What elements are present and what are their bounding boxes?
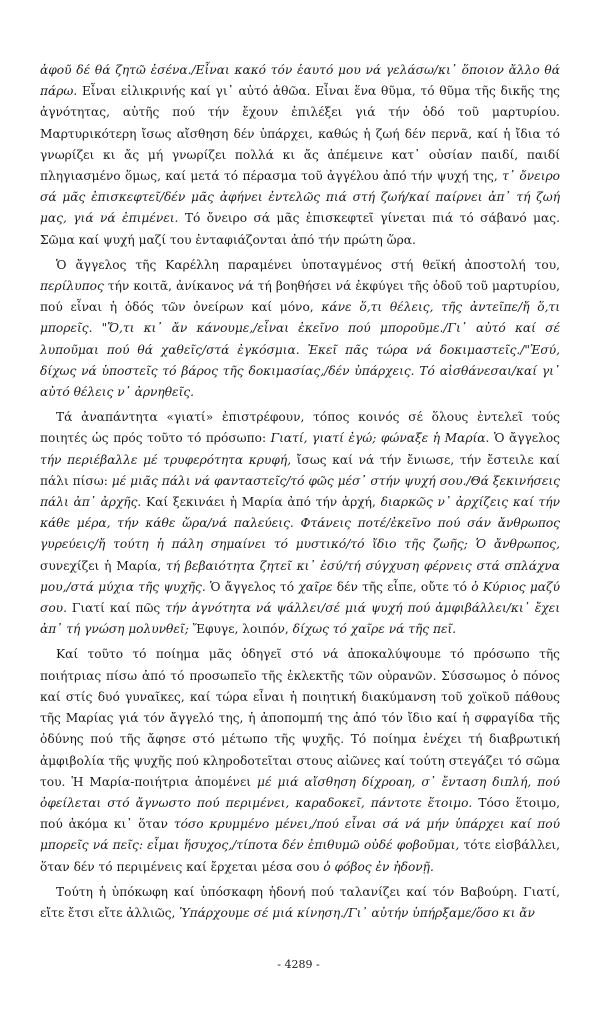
text-run: Ὁ ἄγγελος τῆς Καρέλλη παραμένει ὑποταγμένος στή θεϊκή ἀποστολή του, — [56, 257, 560, 272]
italic-quote: ὁ Κύριος μαζύ σου. — [40, 579, 560, 616]
text-run: τήν κοιτᾶ, ἀνίκανος νά τή βοηθήσει νά ἐκφύγει τῆς ὁδοῦ τοῦ μαρτυρίου, πού εἶναι ἡ ὁδός τῶν ὀνείρων καί μόνο, — [40, 279, 560, 315]
italic-quote: τ᾽ ὄνειρο σά μᾶς ἐπισκεφτεῖ/δέν μᾶς ἀφήνει ἐντελῶς πιά στή ζωή/καί παίρνει ἀπ᾽ τή ζωή μας, γιά νά ἐπιμένει. — [40, 169, 560, 226]
italic-quote: τήν περιέβαλλε μέ τρυφερότητα κρυφή, — [40, 452, 292, 467]
text-run: Γιατί καί πῶς — [66, 601, 166, 616]
page-number: - 4289 - — [277, 958, 320, 971]
paragraph-1 — [40, 60, 560, 251]
italic-quote: τόσο κρυμμένο μένει,/πού εἶναι σά νά μήν ὑπάρχει καί πού μπορεῖς νά πεῖς: εἶμαι ἥσυχος,/τίποτα δέν ἐπιθυμῶ οὐδέ φοβοῦμαι, — [40, 817, 560, 853]
text-run: συνεχίζει ἡ Μαρία, — [40, 558, 166, 573]
text-run: δέν τῆς εἶπε, οὔτε τό — [332, 579, 472, 594]
italic-quote: μέ μιά αἴσθηση δίχροαη, σ᾽ ἔνταση διπλή, πού ὀφείλεται στό ἄγνωστο πού περιμένει, καραδοκεῖ, πάντοτε ἕτοιμο. — [40, 774, 560, 810]
text-run: Τό ὄνειρο σά μᾶς ἐπισκεφτεῖ γίνεται πιά τό σάβανό μας. Σῶμα καί ψυχή μαζί του ἐνταφιάζονται ἀπό τήν πρώτη ὥρα. — [40, 211, 560, 247]
italic-quote: δίχως τό χαῖρε νά τῆς πεῖ. — [292, 622, 457, 637]
text-run: Τόσο ἕτοιμο, πού ἀκόμα κι᾽ ὅταν — [40, 795, 560, 832]
paragraph-5 — [40, 882, 560, 924]
italic-quote: Γιατί, γιατί ἐγώ; φώναξε ἡ Μαρία. — [270, 431, 490, 446]
text-run: Ὁ ἄγγελος τό — [205, 579, 299, 594]
italic-quote: κάνε ὅ,τι θέλεις, τῆς ἀντεῖπε/ἤ ὅ,τι μπορεῖς. "Ὅ,τι κι᾽ ἄν κάνουμε,/εἶναι ἐκεῖνο πού μποροῦμε./Γι᾽ αὐτό καί σέ λυποῦμαι πού θά χαθεῖς/στά ἐγκόσμια. Ἐκεῖ πᾶς τώρα νά δοκιμαστεῖς./"Ἐσύ, δίχως νά ὑποστεῖς τό βάρος τῆς δοκιμασίας,/δέν ὑπάρχεις. Τό αἰσθάνεσαι/καί γι᾽ αὐτό θέλεις ν᾽ ἀρνηθεῖς. — [40, 300, 560, 400]
paragraph-4 — [40, 644, 560, 877]
text-run: Ἔφυγε, λοιπόν, — [188, 622, 293, 637]
italic-quote: τήν ἀγνότητα νά ψάλλει/σέ μιά ψυχή πού ἀμφιβάλλει/κι᾽ ἔχει ἀπ᾽ τή γνώση μολυνθεῖ; — [40, 601, 560, 637]
italic-quote: διαρκῶς ν᾽ ἀρχίζεις καί τήν κάθε μέρα, τήν κάθε ὥρα/νά παλεύεις. Φτάνεις ποτέ/ἐκεῖνο πού σάν ἄνθρωπος γυρεύεις/ἤ τούτη ἡ πάλη σημαίνει τό μυστικό/τό ἴδιο τῆς ζωῆς; Ὁ ἄνθρωπος, — [40, 495, 560, 552]
text-run: Τά ἀναπάντητα «γιατί» ἐπιστρέφουν, τόπος κοινός σέ ὅλους ἐντελεῖ τούς ποιητές ὡς πρός τοῦτο τό πρόσωπο: — [40, 410, 560, 446]
italic-quote: τή βεβαιότητα ζητεῖ κι᾽ ἐσύ/τή σύγχυση φέρνεις στά σπλάχνα μου,/στά μύχια τῆς ψυχῆς. — [40, 558, 560, 594]
text-run: Εἶναι εἰλικρινής καί γι᾽ αὐτό ἀθῶα. Εἶναι ἕνα θῦμα, τό θῦμα τῆς δικῆς της ἀγνότητας, αὐτῆς πού τήν ἔχουν ἐπιλέξει γιά τήν ὁδό τοῦ μαρτυρίου. Μαρτυρικότερη ἴσως αἴσθηση δέν ὑπάρχει, καθώς ἡ ζωή δέν περνᾶ, καί ἡ ἴδια τό γνωρίζει κι ἄς μή γνωρίζει πολλά κι ἄς ἀπέμεινε κατ᾽ οὐσίαν παιδί, παιδί πληγιασμένο ὅμως, καί μετά τό πέρασμα τοῦ ἀγγέλου ἀπό τήν ψυχή της, — [40, 84, 560, 184]
italic-quote: Ὑπάρχουμε σέ μιά κίνηση./Γι᾽ αὐτήν ὑπήρξαμε/ὅσο κι ἄν — [179, 905, 535, 920]
text-run: Τούτη ἡ ὑπόκωφη καί ὑπόσκαφη ἡδονή πού ταλανίζει καί τόν Βαβούρη. Γιατί, εἴτε ἔτσι εἴτε ἀλλιῶς, — [40, 884, 560, 920]
italic-quote: χαῖρε — [298, 579, 333, 594]
paragraph-3 — [40, 407, 560, 640]
italic-quote: περίλυπος — [40, 279, 104, 294]
text-run: Καί τοῦτο τό ποίημα μᾶς ὁδηγεῖ στό νά ἀποκαλύψουμε τό πρόσωπο τῆς ποιήτριας πίσω ἀπό τό προσωπεῖο τῆς ἐκλεκτῆς τῶν οὐρανῶν. Σύσσωμος ὁ πόνος καί στίς δυό γυναῖκες, καί τώρα εἶναι ἡ ποιητική διακύμανση τοῦ χοϊκοῦ πάθους τῆς Μαρίας γιά τόν ἄγγελό της, ἡ ἀποπομπή της ἀπό τόν ἴδιο καί ἡ σφραγίδα τῆς ὀδύνης πού τῆς ἄφησε στό μέτωπο τῆς ψυχῆς. Τό ποίημα ἐνέχει τή διαβρωτική ἀμφιβολία τῆς ψυχῆς πού κληροδοτεῖται στους αἰῶνες καί τούτη στεγάζει τό σῶμα του. Ἡ Μαρία-ποιήτρια ἀπομένει — [40, 647, 560, 789]
text-run: ἴσως καί νά τήν ἔνιωσε, τήν ἔστειλε καί πάλι πίσω: — [40, 452, 560, 488]
italic-quote: ἀφοῦ δέ θά ζητῶ ἐσένα./Εἶναι κακό τόν ἑαυτό μου νά γελάσω/κι᾽ ὅποιον ἄλλο θά πάρω. — [40, 63, 560, 99]
page-body — [40, 60, 560, 928]
text-run: Ὁ ἄγγελος — [489, 431, 560, 446]
text-run: τότε εἰσβάλλει, ὅταν δέν τό περιμένεις καί ἔρχεται μέσα σου — [40, 838, 560, 874]
text-run: Καί ξεκινάει ἡ Μαρία ἀπό τήν ἀρχή, — [141, 495, 381, 510]
italic-quote: ὁ φόβος ἐν ἡδονῇ. — [323, 859, 434, 874]
paragraph-2 — [40, 255, 560, 403]
italic-quote: μέ μιᾶς πάλι νά φανταστεῖς/τό φῶς μέσ᾽ στήν ψυχή σου./Θά ξεκινήσεις πάλι ἀπ᾽ ἀρχῆς. — [40, 473, 560, 510]
